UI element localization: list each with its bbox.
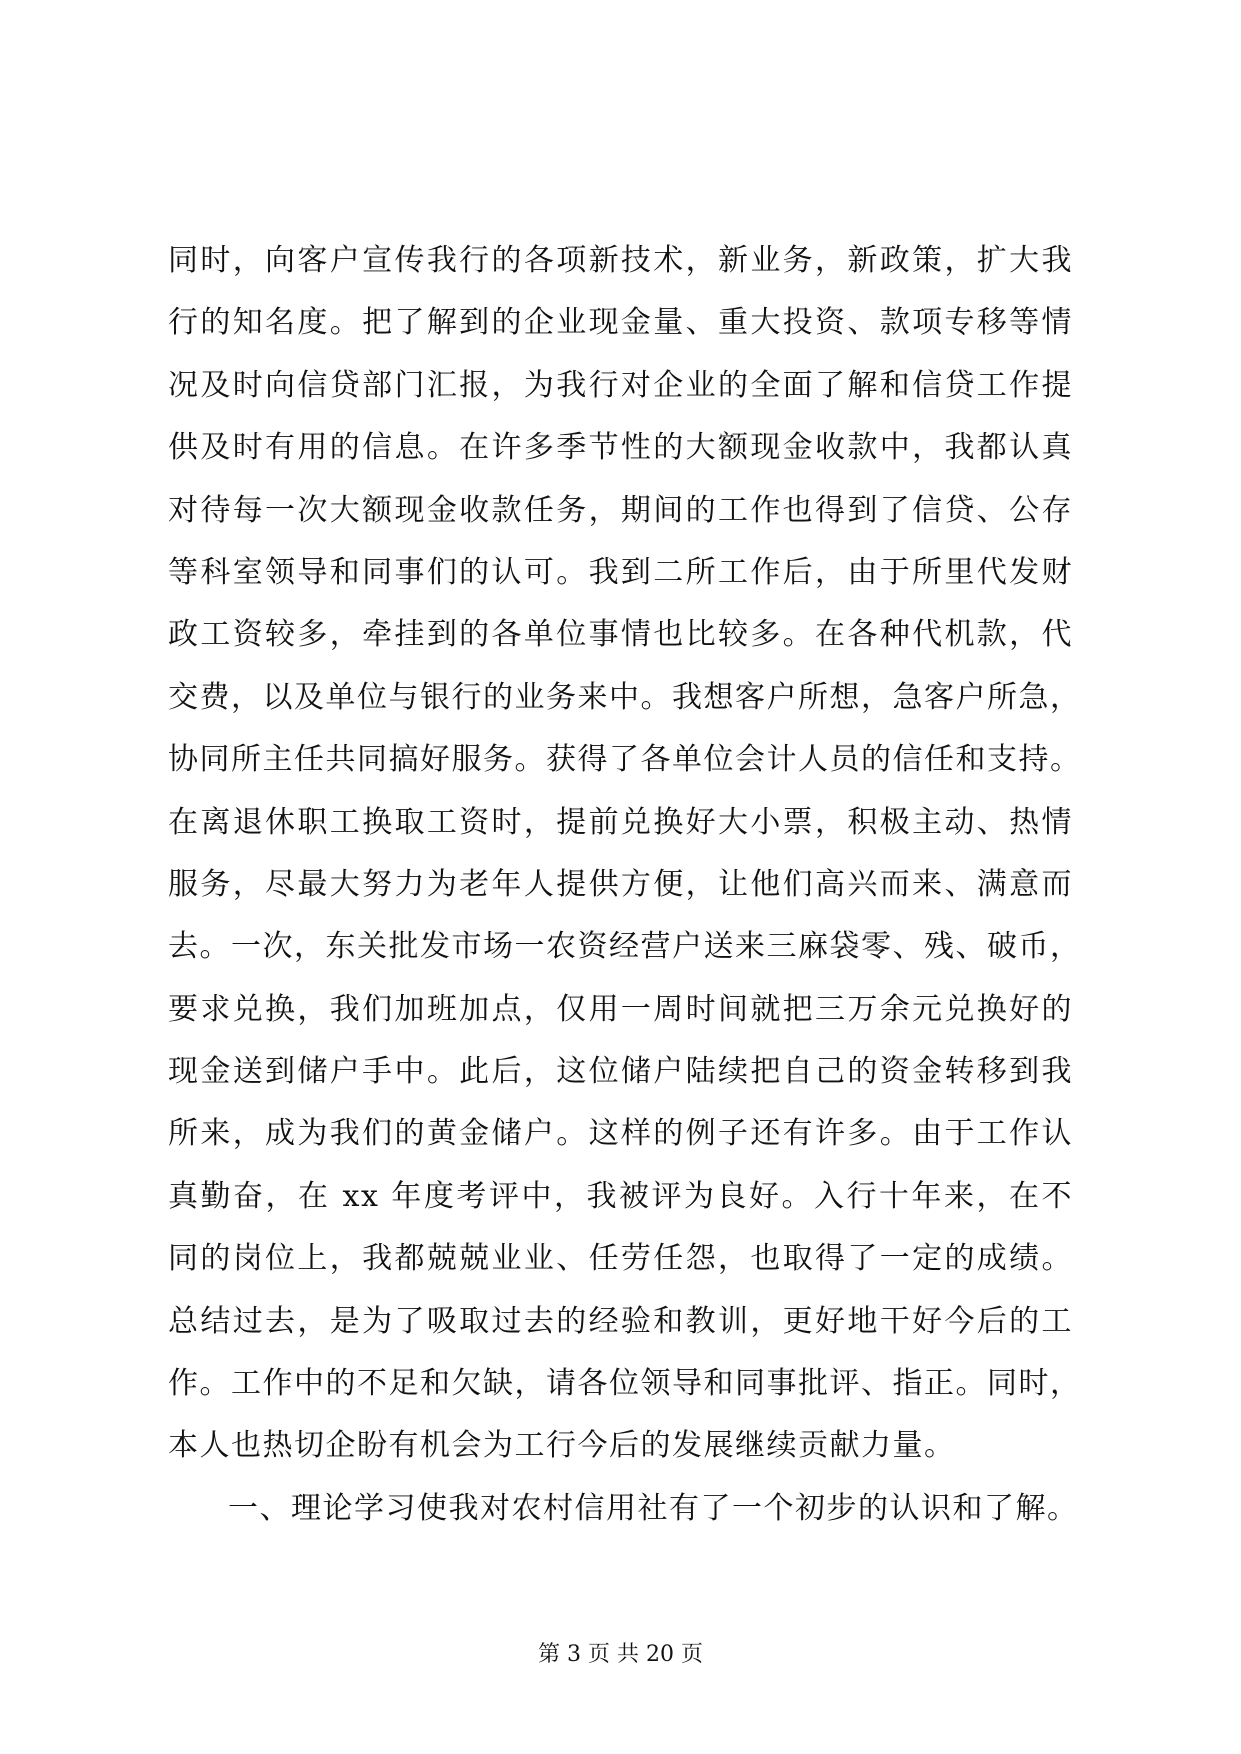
text-line: 服务，尽最大努力为老年人提供方便，让他们高兴而来、满意而 <box>168 866 1073 902</box>
text-line: 况及时向信贷部门汇报，为我行对企业的全面了解和信贷工作提 <box>168 367 1073 403</box>
text-line: 要求兑换，我们加班加点，仅用一周时间就把三万余元兑换好的 <box>168 991 1073 1027</box>
page-number-footer: 第 3 页 共 20 页 <box>538 1642 703 1667</box>
text-line: 真勤奋，在 xx 年度考评中，我被评为良好。入行十年来，在不 <box>168 1178 1073 1214</box>
text-line: 所来，成为我们的黄金储户。这样的例子还有许多。由于工作认 <box>168 1116 1073 1152</box>
text-line: 同的岗位上，我都兢兢业业、任劳任怨，也取得了一定的成绩。 <box>168 1241 1073 1277</box>
section-heading-line: 一、理论学习使我对农村信用社有了一个初步的认识和了解。 <box>228 1490 1079 1526</box>
text-line: 协同所主任共同搞好服务。获得了各单位会计人员的信任和支持。 <box>168 742 1082 778</box>
text-line: 在离退休职工换取工资时，提前兑换好大小票，积极主动、热情 <box>168 804 1073 840</box>
text-line: 现金送到储户手中。此后，这位储户陆续把自己的资金转移到我 <box>168 1054 1073 1090</box>
text-line: 政工资较多，牵挂到的各单位事情也比较多。在各种代机款，代 <box>168 617 1073 653</box>
text-line: 去。一次，东关批发市场一农资经营户送来三麻袋零、残、破币， <box>168 929 1082 965</box>
text-line: 对待每一次大额现金收款任务，期间的工作也得到了信贷、公存 <box>168 492 1073 528</box>
text-line: 作。工作中的不足和欠缺，请各位领导和同事批评、指正。同时， <box>168 1366 1082 1402</box>
text-line: 供及时有用的信息。在许多季节性的大额现金收款中，我都认真 <box>168 430 1073 466</box>
text-line: 行的知名度。把了解到的企业现金量、重大投资、款项专移等情 <box>168 305 1073 341</box>
text-line: 等科室领导和同事们的认可。我到二所工作后，由于所里代发财 <box>168 554 1073 590</box>
text-line-paragraph-end: 本人也热切企盼有机会为工行今后的发展继续贡献力量。 <box>168 1428 956 1464</box>
text-line: 总结过去，是为了吸取过去的经验和教训，更好地干好今后的工 <box>168 1303 1073 1339</box>
text-line: 交费，以及单位与银行的业务来中。我想客户所想，急客户所急， <box>168 679 1082 715</box>
text-line: 同时，向客户宣传我行的各项新技术，新业务，新政策，扩大我 <box>168 243 1073 278</box>
body-text <box>168 230 1082 1540</box>
